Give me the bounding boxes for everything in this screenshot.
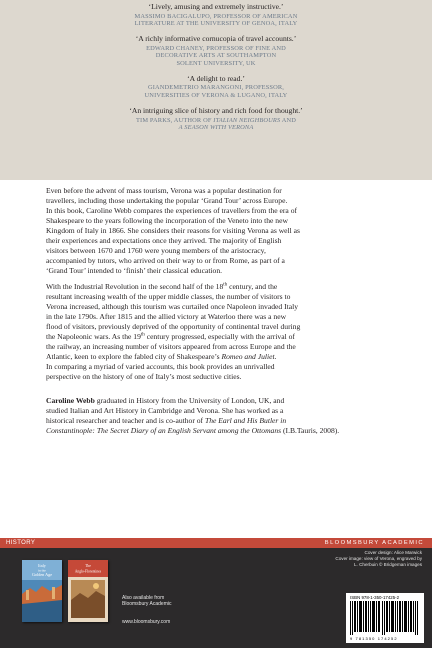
book-cover-art xyxy=(22,560,62,622)
superscript: th xyxy=(140,332,145,338)
quote-text: ‘Lively, amusing and extremely instructive.’ xyxy=(148,2,284,11)
quote-item xyxy=(0,106,432,132)
play-title: Romeo and Juliet xyxy=(221,352,275,361)
attr-text: AND xyxy=(280,116,297,124)
text-line xyxy=(46,332,390,342)
book-cover-title: Italy xyxy=(38,563,46,568)
text-run: (I.B.Tauris, 2008). xyxy=(281,426,340,435)
text-run: . xyxy=(274,352,277,361)
also-available-note xyxy=(122,595,171,607)
text-line: in the late 1790s. After 1815 and the allied victory at Waterloo there was a new xyxy=(46,312,287,321)
text-line: In comparing a myriad of varied accounts, this book provides an unrivalled xyxy=(46,362,275,371)
text-run: century progressed, especially with the arrival of xyxy=(144,332,295,341)
text-line: Also available from xyxy=(122,595,165,601)
quote-text: ‘A richly informative cornucopia of travel accounts.’ xyxy=(135,34,297,44)
isbn-label: ISBN 978-1-350-17425-2 xyxy=(350,595,400,600)
text-run: Atlantic, keen to explore the fabled city of Shakespeare’s xyxy=(46,352,222,361)
text-line: Even before the advent of mass tourism, Verona was a popular destination for xyxy=(46,186,282,195)
text-line: Kingdom of Italy in 1866. She considers their reasons for visiting Verona as well as xyxy=(46,226,300,235)
text-line: Verona increased, although this tourism was curtailed once Napoleon invaded Italy xyxy=(46,302,298,311)
book-cover-title: Golden Age xyxy=(31,572,53,577)
attribution-line: UNIVERSITIES OF VERONA & LUGANO, ITALY xyxy=(144,92,288,100)
category-label: HISTORY xyxy=(6,540,36,546)
attr-text: TIM PARKS, AUTHOR OF xyxy=(135,116,214,124)
barcode-panel xyxy=(346,593,424,643)
book-cover-title: in the xyxy=(38,568,46,573)
text-run: century, and the xyxy=(227,282,278,291)
quote-text: ‘A delight to read.’ xyxy=(187,73,245,83)
text-line xyxy=(46,282,390,292)
book-title: The Earl and His Butler in xyxy=(204,416,287,425)
attribution-line: GIANDEMETRIO MARANGONI, PROFESSOR, xyxy=(147,84,285,92)
quote-attribution xyxy=(0,84,432,100)
text-line: visitors between 1670 and 1760 were young members of the aristocracy, xyxy=(46,246,266,255)
blurb-paragraph-1 xyxy=(46,186,390,276)
credit-line: Cover design: Alice Marwick xyxy=(364,550,422,555)
book-cover-title: Anglo-Florentines xyxy=(74,569,102,574)
related-book-cover-1 xyxy=(22,560,62,622)
book-title: Constantinople: The Secret Diary of an English Servant among the Ottomans xyxy=(46,426,282,435)
quote-item xyxy=(0,2,432,28)
attribution-line: LITERATURE AT THE UNIVERSITY OF GENOA, ITALY xyxy=(134,20,298,28)
text-line: their experiences and expectations once they arrived. The majority of English xyxy=(46,236,282,245)
text-line xyxy=(46,352,390,362)
attribution-line xyxy=(0,124,432,132)
text-line xyxy=(46,426,390,436)
quote-attribution xyxy=(0,13,432,29)
footer-panel xyxy=(0,538,432,648)
attr-book-title: A SEASON WITH VERONA xyxy=(178,124,254,132)
text-line: ‘Grand Tour’ intended to ‘finish’ their classical education. xyxy=(46,266,223,275)
superscript: th xyxy=(223,282,228,288)
text-line: studied Italian and Art History in Cambridge and Verona. She has worked as a xyxy=(46,406,284,415)
author-name: Caroline Webb xyxy=(46,396,95,405)
attribution-line: DECORATIVE ARTS AT SOUTHAMPTON xyxy=(155,52,277,60)
quotes-list xyxy=(0,2,432,138)
text-line: Bloomsbury Academic xyxy=(122,601,172,608)
book-cover-title: The xyxy=(85,564,91,568)
quote-item xyxy=(0,74,432,100)
publisher-label: BLOOMSBURY ACADEMIC xyxy=(324,540,424,546)
blurb xyxy=(46,186,390,442)
category-band xyxy=(0,538,432,548)
related-book-cover-2 xyxy=(68,560,108,622)
attr-book-title: ITALIAN NEIGHBOURS xyxy=(213,116,281,124)
text-line xyxy=(46,396,390,406)
text-run: historical researcher and teacher and is co-author of xyxy=(46,416,205,425)
attribution-line: MASSIMO BACIGALUPO, PROFESSOR OF AMERICAN xyxy=(134,12,298,20)
quote-attribution xyxy=(0,45,432,68)
publisher-website[interactable]: www.bloomsbury.com xyxy=(122,619,171,625)
credit-line: L. Cherbuin © Bridgeman images xyxy=(354,561,422,567)
attribution-line xyxy=(0,117,432,125)
text-line: perspective on the history of one of Italy’s most seductive cities. xyxy=(46,372,242,381)
credit-line: Cover image: view of Verona, engraved by xyxy=(335,555,422,561)
text-line: accompanied by tutors, who arrived on their way to or from Rome, as part of a xyxy=(46,256,285,265)
cover-credits xyxy=(272,550,422,567)
praise-panel xyxy=(0,0,432,180)
text-line xyxy=(46,416,390,426)
text-run: graduated in History from the University of London, UK, and xyxy=(94,396,285,405)
book-cover-art xyxy=(68,560,108,622)
quote-item xyxy=(0,34,432,68)
attribution-line: EDWARD CHANEY, PROFESSOR OF FINE AND xyxy=(146,44,286,52)
text-run: With the Industrial Revolution in the second half of the 18 xyxy=(46,282,224,291)
blurb-paragraph-2 xyxy=(46,282,390,382)
text-line: the railway, an increasing number of visitors appeared from across Europe and the xyxy=(46,342,296,351)
text-line: flood of visitors, previously deprived of the opportunity of continental travel during xyxy=(46,322,301,331)
quote-text: ‘An intriguing slice of history and rich food for thought.’ xyxy=(129,106,303,116)
text-line: travellers, including those undertaking the popular ‘Grand Tour’ across Europe. xyxy=(46,196,288,205)
quote-attribution xyxy=(0,117,432,133)
barcode-digits: 9 781350 174252 xyxy=(350,636,398,641)
attribution-line: SOLENT UNIVERSITY, UK xyxy=(176,60,256,68)
author-bio xyxy=(46,396,390,436)
barcode-icon xyxy=(350,601,420,635)
text-line: resultant increasing wealth of the upper middle classes, the number of visitors to xyxy=(46,292,291,301)
text-run: the Napoleonic wars. As the 19 xyxy=(46,332,141,341)
text-line: In this book, Caroline Webb compares the experiences of travellers from the era of xyxy=(46,206,298,215)
text-line: Shakespeare to the years following the incorporation of the Veneto into the new xyxy=(46,216,288,225)
